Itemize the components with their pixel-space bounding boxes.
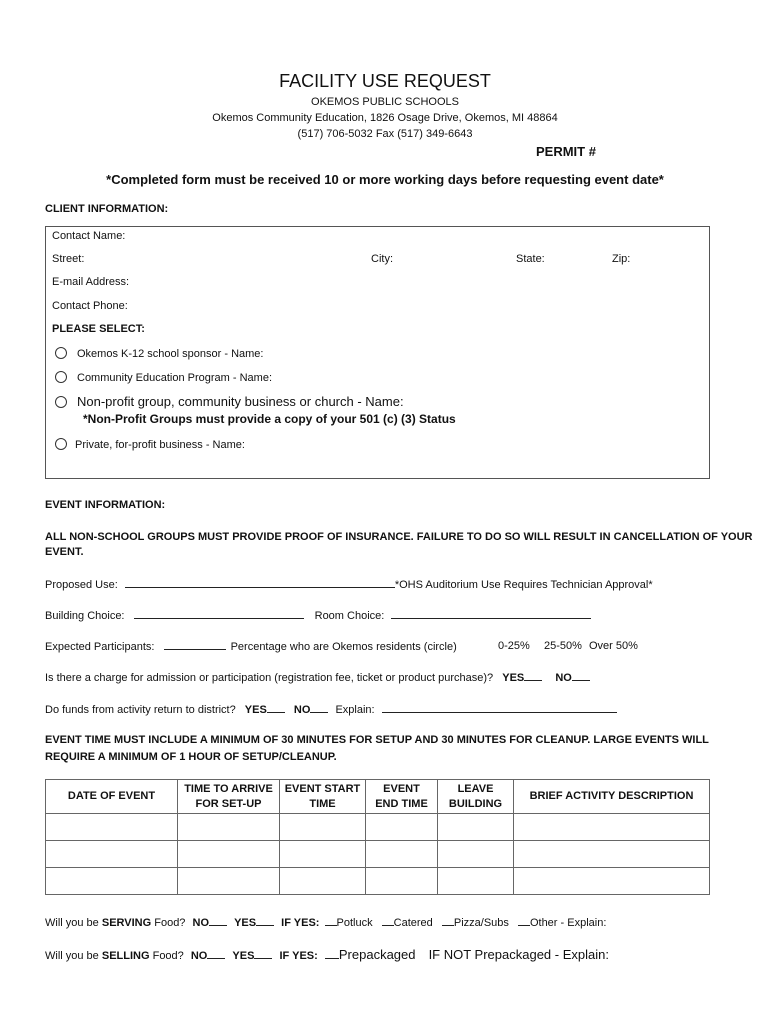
funds-no-field[interactable] bbox=[310, 703, 328, 713]
not-prepackaged-label: IF NOT Prepackaged - Explain: bbox=[428, 947, 609, 962]
selling-pre: Will you be bbox=[45, 950, 99, 962]
state-label: State: bbox=[516, 253, 545, 265]
option-private[interactable] bbox=[55, 438, 245, 451]
option-nonprofit[interactable] bbox=[55, 394, 404, 409]
serving-yes-label: YES bbox=[234, 917, 257, 929]
selling-no-label: NO bbox=[190, 950, 208, 962]
ohs-note: *OHS Auditorium Use Requires Technician Approval* bbox=[394, 579, 653, 591]
proposed-use-label: Proposed Use: bbox=[45, 579, 118, 591]
funds-explain-field[interactable] bbox=[382, 703, 617, 713]
funds-no-label: NO bbox=[293, 704, 311, 716]
selling-yes-field[interactable] bbox=[254, 949, 272, 959]
radio-icon[interactable] bbox=[55, 396, 67, 408]
funds-row bbox=[45, 703, 617, 716]
option-community-ed[interactable] bbox=[55, 371, 272, 384]
client-info-heading: CLIENT INFORMATION: bbox=[45, 203, 169, 215]
col-event-end: EVENT END TIME bbox=[366, 780, 438, 814]
col-date-of-event: DATE OF EVENT bbox=[46, 780, 178, 814]
radio-icon[interactable] bbox=[55, 371, 67, 383]
prepackaged-label: Prepackaged bbox=[338, 947, 416, 962]
serving-if-yes: IF YES: bbox=[281, 917, 320, 929]
participants-field[interactable] bbox=[164, 640, 226, 650]
col-leave-building: LEAVE BUILDING bbox=[438, 780, 514, 814]
other-field[interactable] bbox=[518, 916, 530, 926]
proposed-use-row bbox=[45, 578, 653, 591]
radio-icon[interactable] bbox=[55, 438, 67, 450]
contact-name-label: Contact Name: bbox=[52, 230, 126, 242]
selling-food-row bbox=[45, 947, 609, 962]
catered-label: Catered bbox=[393, 917, 433, 929]
selling-label: SELLING bbox=[101, 950, 150, 962]
charge-yes-label: YES bbox=[502, 672, 525, 684]
potluck-field[interactable] bbox=[325, 916, 337, 926]
pct-option-over-50[interactable]: Over 50% bbox=[589, 640, 638, 652]
pizza-field[interactable] bbox=[442, 916, 454, 926]
other-label: Other - Explain: bbox=[529, 917, 607, 929]
pct-option-0-25[interactable]: 0-25% bbox=[498, 640, 530, 652]
email-label: E-mail Address: bbox=[52, 276, 130, 288]
option-school-sponsor[interactable] bbox=[55, 347, 263, 360]
pizza-label: Pizza/Subs bbox=[453, 917, 509, 929]
room-field[interactable] bbox=[391, 609, 591, 619]
page-title: FACILITY USE REQUEST bbox=[279, 71, 491, 91]
funds-yes-label: YES bbox=[244, 704, 267, 716]
org-phone: (517) 706-5032 Fax (517) 349-6643 bbox=[297, 128, 473, 140]
pct-option-25-50[interactable]: 25-50% bbox=[544, 640, 582, 652]
radio-icon[interactable] bbox=[55, 347, 67, 359]
serving-food-q: Food? bbox=[154, 917, 186, 929]
org-name: OKEMOS PUBLIC SCHOOLS bbox=[311, 96, 459, 108]
serving-no-label: NO bbox=[192, 917, 209, 929]
building-row bbox=[45, 609, 591, 622]
contact-phone-label: Contact Phone: bbox=[52, 300, 128, 312]
table-row bbox=[46, 841, 710, 868]
option-label: Okemos K-12 school sponsor - Name: bbox=[77, 348, 264, 360]
building-field[interactable] bbox=[134, 609, 304, 619]
col-brief-activity: BRIEF ACTIVITY DESCRIPTION bbox=[514, 780, 710, 814]
please-select-label: PLEASE SELECT: bbox=[52, 323, 145, 335]
charge-no-label: NO bbox=[555, 672, 572, 684]
catered-field[interactable] bbox=[382, 916, 394, 926]
city-label: City: bbox=[371, 253, 393, 265]
funds-explain-label: Explain: bbox=[335, 704, 375, 716]
serving-yes-field[interactable] bbox=[256, 916, 274, 926]
building-label: Building Choice: bbox=[45, 610, 125, 622]
table-row bbox=[46, 868, 710, 895]
serving-no-field[interactable] bbox=[209, 916, 227, 926]
prepackaged-field[interactable] bbox=[325, 949, 339, 959]
selling-no-field[interactable] bbox=[207, 949, 225, 959]
zip-label: Zip: bbox=[612, 253, 631, 265]
table-header-row bbox=[46, 780, 710, 814]
selling-yes-label: YES bbox=[232, 950, 255, 962]
org-address: Okemos Community Education, 1826 Osage Drive, Okemos, MI 48864 bbox=[212, 112, 558, 124]
deadline-notice: *Completed form must be received 10 or more working days before requesting event date* bbox=[106, 172, 664, 187]
charge-no-field[interactable] bbox=[572, 671, 590, 681]
insurance-notice-cont: EVENT. bbox=[45, 546, 84, 558]
event-time-notice-cont: REQUIRE A MINIMUM OF 1 HOUR OF SETUP/CLEANUP. bbox=[45, 751, 337, 763]
insurance-notice: ALL NON-SCHOOL GROUPS MUST PROVIDE PROOF OF INSURANCE. FAILURE TO DO SO WILL RESULT IN CANCELLATION OF YOUR bbox=[45, 531, 753, 543]
street-label: Street: bbox=[52, 253, 85, 265]
room-label: Room Choice: bbox=[314, 610, 385, 622]
option-label: Community Education Program - Name: bbox=[77, 372, 273, 384]
charge-row bbox=[45, 671, 590, 684]
permit-label: PERMIT # bbox=[536, 144, 596, 159]
proposed-use-field[interactable] bbox=[125, 578, 395, 588]
option-label: Private, for-profit business - Name: bbox=[75, 439, 245, 451]
serving-food-row bbox=[45, 916, 606, 929]
event-info-heading: EVENT INFORMATION: bbox=[45, 499, 166, 511]
potluck-label: Potluck bbox=[336, 917, 373, 929]
table-row bbox=[46, 814, 710, 841]
funds-question: Do funds from activity return to district? bbox=[45, 704, 236, 716]
participants-row bbox=[45, 640, 457, 653]
charge-yes-field[interactable] bbox=[524, 671, 542, 681]
participants-label: Expected Participants: bbox=[45, 641, 155, 653]
funds-yes-field[interactable] bbox=[267, 703, 285, 713]
nonprofit-note: *Non-Profit Groups must provide a copy of your 501 (c) (3) Status bbox=[83, 412, 456, 426]
selling-if-yes: IF YES: bbox=[279, 950, 318, 962]
col-time-to-arrive: TIME TO ARRIVE FOR SET-UP bbox=[178, 780, 280, 814]
event-schedule-table bbox=[45, 779, 710, 895]
serving-pre: Will you be bbox=[45, 917, 99, 929]
col-event-start: EVENT START TIME bbox=[280, 780, 366, 814]
charge-question: Is there a charge for admission or participation (registration fee, ticket or product purchase)? bbox=[45, 672, 494, 684]
option-label: Non-profit group, community business or church - Name: bbox=[77, 394, 404, 409]
percentage-label: Percentage who are Okemos residents (circle) bbox=[230, 641, 457, 653]
event-time-notice: EVENT TIME MUST INCLUDE A MINIMUM OF 30 MINUTES FOR SETUP AND 30 MINUTES FOR CLEANUP. LARGE EVENTS WILL bbox=[45, 734, 709, 746]
serving-label: SERVING bbox=[101, 917, 152, 929]
selling-food-q: Food? bbox=[152, 950, 184, 962]
